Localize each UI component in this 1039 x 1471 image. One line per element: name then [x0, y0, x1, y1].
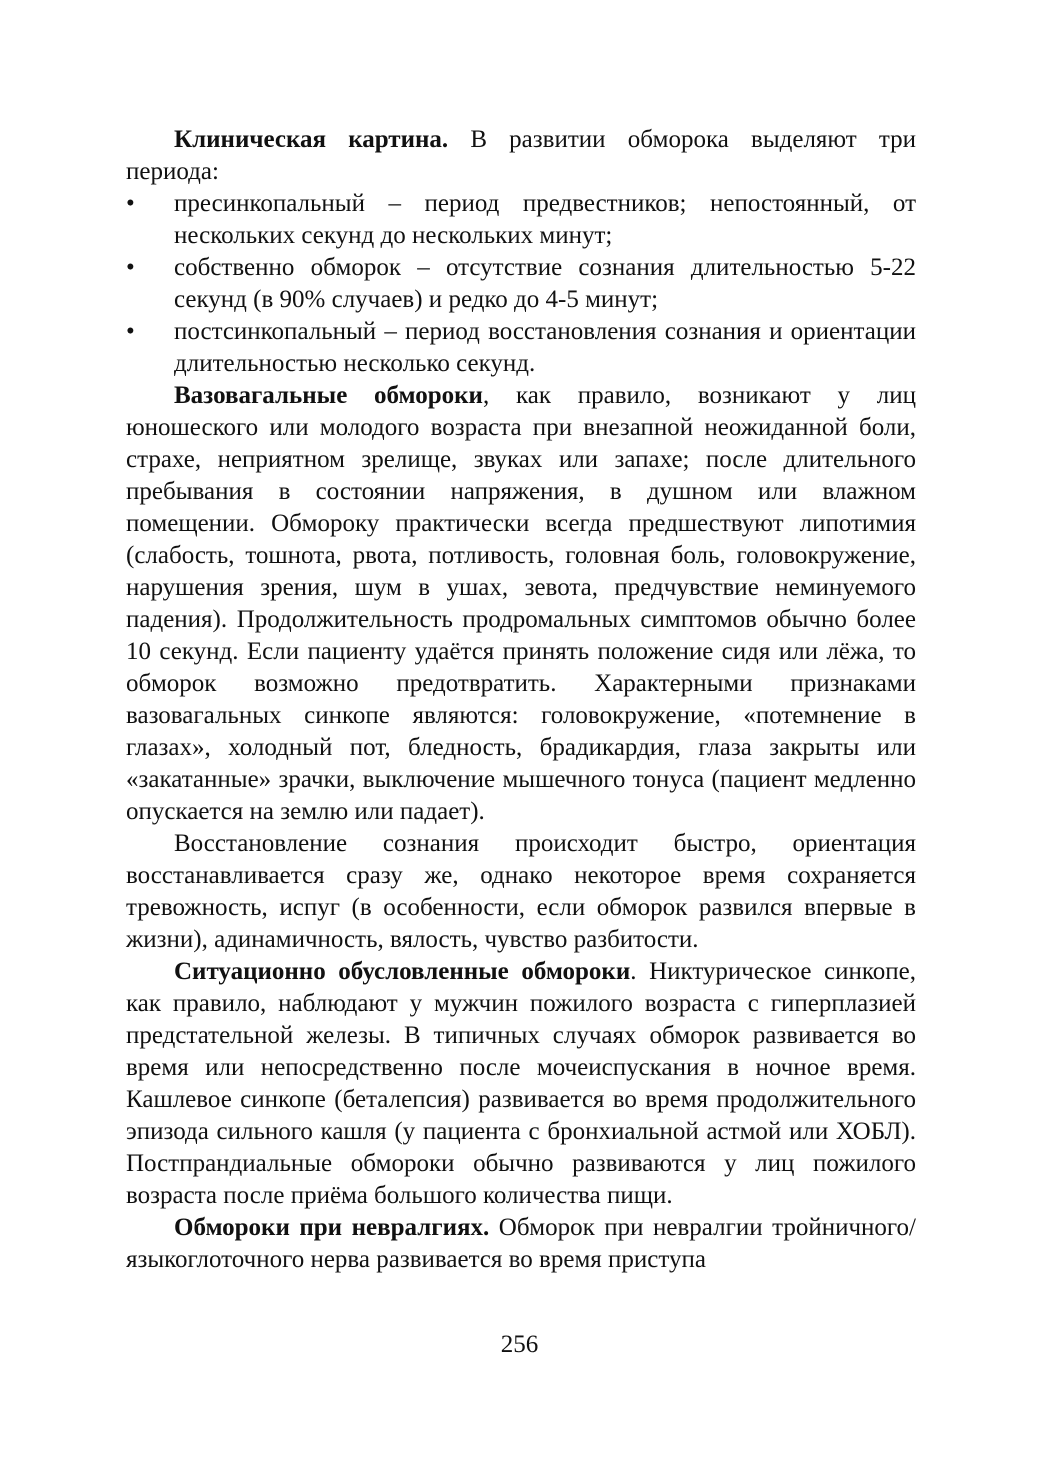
heading-neuralgia: Обмороки при невралгиях.	[174, 1214, 490, 1241]
paragraph-recovery	[126, 828, 916, 956]
text-clinical-picture: В развитии обморока выделяют три периода:	[126, 126, 916, 185]
text-recovery: Восстановление сознания происходит быстро, ориентация восстанавливается сразу же, однако некоторое время сохраняется тревожность, испуг (в особенности, если обморок развился впервые в жизни), адинамичность, вялость, чувство разбитости.	[126, 830, 916, 953]
text-vasovagal: , как правило, возникают у лиц юношеского или молодого возраста при внезапной неожиданной боли, страхе, неприятном зрелище, звуках или запахе; после длительного пребывания в состоянии напряжения, в душном или влажном помещении. Обмороку практически всегда предшествуют липотимия (слабость, тошнота, рвота, потливость, головная боль, головокружение, нарушения зрения, шум в ушах, зевота, предчувствие неминуемого падения). Продолжительность продромальных симптомов обычно более 10 секунд. Если пациенту удаётся принять положение сидя или лёжа, то обморок возможно предотвратить. Характерными признаками вазовагальных синкопе являются: головокружение, «потемнение в глазах», холодный пот, бледность, брадикардия, глаза закрыты или «закатанные» зрачки, выключение мышечного тонуса (пациент медленно опускается на землю или падает).	[126, 382, 917, 825]
paragraph-neuralgia	[126, 1212, 916, 1276]
list-item-text: постсинкопальный – период восстановления сознания и ориентации длительностью несколько секунд.	[174, 318, 916, 377]
bullet: •	[126, 254, 135, 281]
text-situational: . Никтурическое синкопе, как правило, наблюдают у мужчин пожилого возраста с гиперплазией предстательной железы. В типичных случаях обморок развивается во время или непосредственно после мочеиспускания в ночное время. Кашлевое синкопе (беталепсия) развивается во время продолжительного эпизода сильного кашля (у пациента с бронхиальной астмой или ХОБЛ). Постпрандиальные обмороки обычно развиваются у лиц пожилого возраста после приёма большого количества пищи.	[126, 958, 916, 1209]
page-content	[126, 124, 916, 1276]
paragraph-vasovagal	[126, 380, 916, 828]
bullet: •	[126, 318, 135, 345]
list-item-text: пресинкопальный – период предвестников; непостоянный, от нескольких секунд до нескольких минут;	[174, 190, 916, 249]
heading-vasovagal: Вазовагальные обмороки	[174, 382, 483, 409]
list-item-text: собственно обморок – отсутствие сознания длительностью 5-22 секунд (в 90% случаев) и редко до 4-5 минут;	[174, 254, 916, 313]
paragraph-situational	[126, 956, 916, 1212]
periods-list	[126, 188, 916, 380]
heading-situational: Ситуационно обусловленные обмороки	[174, 958, 631, 985]
bullet: •	[126, 190, 135, 217]
list-item	[126, 188, 916, 252]
page-number: 256	[500, 1331, 539, 1358]
list-item	[126, 252, 916, 316]
heading-clinical-picture: Клиническая картина.	[174, 126, 449, 153]
text-neuralgia: Обморок при невралгии тройничного/языкоглоточного нерва развивается во время приступа	[126, 1214, 916, 1273]
list-item	[126, 316, 916, 380]
paragraph-clinical-picture	[126, 124, 916, 188]
